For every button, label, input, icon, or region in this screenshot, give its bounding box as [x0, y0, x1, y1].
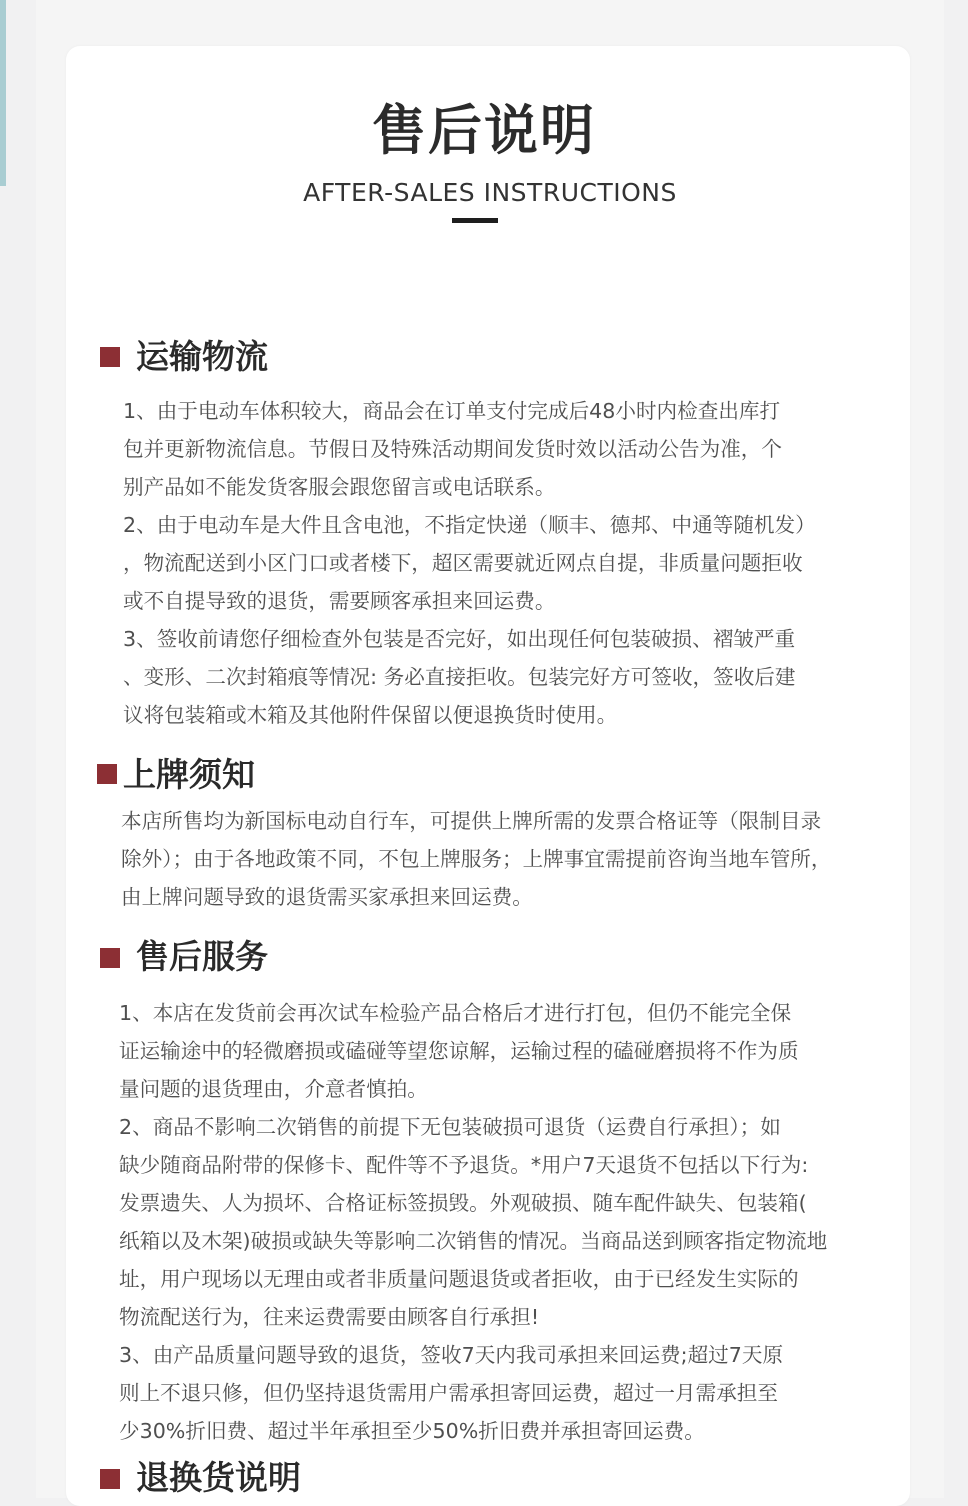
paragraph-line: 证运输途中的轻微磨损或磕碰等望您谅解，运输过程的磕碰磨损将不作为质 [119, 1039, 799, 1063]
section-body-registration [121, 802, 831, 916]
paragraph-line: 缺少随商品附带的保修卡、配件等不予退货。*用户7天退货不包括以下行为: [119, 1153, 809, 1177]
paragraph-line: 1、由于电动车体积较大，商品会在订单支付完成后48小时内检查出库打 [123, 399, 781, 423]
paragraph-line: 、变形、二次封箱痕等情况: 务必直接拒收。包装完好方可签收，签收后建 [123, 665, 796, 689]
paragraph-line: 2、由于电动车是大件且含电池，不指定快递（顺丰、德邦、中通等随机发） [123, 513, 816, 537]
paragraph-line: 发票遗失、人为损坏、合格证标签损毁。外观破损、随车配件缺失、包装箱( [119, 1191, 807, 1215]
section-title: 上牌须知 [123, 755, 255, 794]
paragraph-line: ，物流配送到小区门口或者楼下，超区需要就近网点自提，非质量问题拒收 [123, 551, 803, 575]
section-marker-icon [97, 764, 117, 784]
paragraph-line: 3、由产品质量问题导致的退货，签收7天内我司承担来回运费;超过7天原 [119, 1343, 784, 1367]
paragraph-line: 则上不退只修，但仍坚持退货需用户需承担寄回运费，超过一月需承担至 [119, 1381, 778, 1405]
paragraph-line: 除外）；由于各地政策不同，不包上牌服务；上牌事宜需提前咨询当地车管所， [121, 847, 832, 871]
section-title: 退换货说明 [136, 1458, 301, 1497]
paragraph-line: 少30%折旧费、超过半年承担至少50%折旧费并承担寄回运费。 [119, 1419, 705, 1443]
paragraph-line: 1、本店在发货前会再次试车检验产品合格后才进行打包，但仍不能完全保 [119, 1001, 792, 1025]
paragraph-line: 2、商品不影响二次销售的前提下无包装破损可退货（运费自行承担）；如 [119, 1115, 781, 1139]
paragraph-line: 议将包装箱或木箱及其他附件保留以便退换货时使用。 [123, 703, 618, 727]
section-marker-icon [100, 347, 120, 367]
title-underline [452, 218, 498, 223]
section-marker-icon [100, 948, 120, 968]
paragraph-line: 量问题的退货理由，介意者慎拍。 [119, 1077, 428, 1101]
section-marker-icon [100, 1469, 120, 1489]
paragraph-line: 纸箱以及木架)破损或缺失等影响二次销售的情况。当商品送到顾客指定物流地 [119, 1229, 828, 1253]
paragraph-line: 别产品如不能发货客服会跟您留言或电话联系。 [123, 475, 556, 499]
section-body-logistics [123, 392, 816, 734]
paragraph-line: 3、签收前请您仔细检查外包装是否完好，如出现任何包装破损、褶皱严重 [123, 627, 796, 651]
page-title: 售后说明 [372, 99, 596, 162]
paragraph-line: 本店所售均为新国标电动自行车，可提供上牌所需的发票合格证等（限制目录 [121, 809, 822, 833]
paragraph-line: 由上牌问题导致的退货需买家承担来回运费。 [121, 885, 533, 909]
paragraph-line: 物流配送行为，往来运费需要由顾客自行承担! [119, 1305, 540, 1329]
page-subtitle: AFTER-SALES INSTRUCTIONS [303, 178, 677, 207]
section-title: 售后服务 [136, 937, 268, 976]
paragraph-line: 址，用户现场以无理由或者非质量问题退货或者拒收，由于已经发生实际的 [119, 1267, 799, 1291]
section-title: 运输物流 [136, 337, 268, 376]
paragraph-line: 包并更新物流信息。节假日及特殊活动期间发货时效以活动公告为准，个 [123, 437, 782, 461]
paragraph-line: 或不自提导致的退货，需要顾客承担来回运费。 [123, 589, 556, 613]
section-body-after-sales-service [119, 994, 827, 1450]
